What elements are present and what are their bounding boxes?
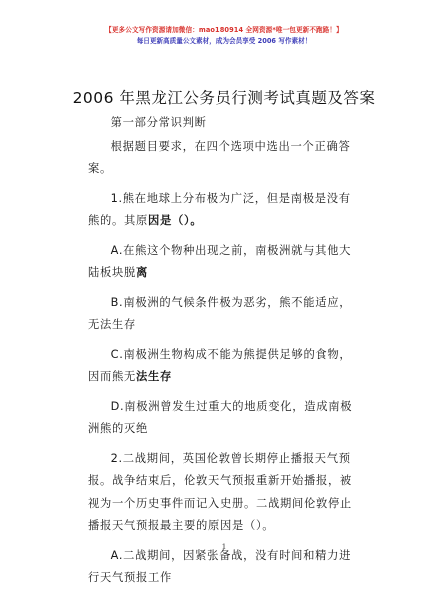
question-text-tail: 因是（）。	[148, 214, 203, 227]
option-b: B.南极洲的气候条件极为恶劣，熊不能适应，无法生存	[88, 295, 352, 331]
option-key: D	[110, 399, 120, 413]
option-text: 南极洲曾发生过重大的地质变化，造成南极洲熊的灭	[88, 399, 353, 435]
question-2: 2.二战期间，英国伦敦曾长期停止播报天气预报。战争结束后，伦敦天气预报重新开始播报，被视为一个历史事件而记入史册。二战期间伦敦停止播报天气预报最主要的原因是（）。	[88, 451, 352, 532]
option-text-tail: 离	[136, 266, 148, 279]
section-heading: 第一部分常识判断	[110, 116, 207, 129]
page-number: 1	[221, 542, 227, 551]
option-a: A.在熊这个物种出现之前，南极洲就与其他大陆板块脱离	[88, 243, 352, 279]
instruction-text: 根据题目要求，在四个选项中选出一个正确答案。	[88, 139, 351, 175]
option-text: 在熊这个物种出现之前，南极洲就与其他大陆板块脱	[88, 243, 352, 279]
option-text-tail: 报工作	[136, 571, 172, 584]
promo-banner-line2: 每日更新高质量公文素材，成为会员享受 2006 写作素材！	[136, 37, 312, 45]
option-text-tail: 法生存	[136, 370, 172, 383]
option-text: 南极洲的气候条件极为恶劣，熊不能适应，无法生存	[88, 295, 352, 331]
option-d: D.南极洲曾发生过重大的地质变化，造成南极洲熊的灭绝	[88, 399, 353, 435]
option-key: A	[110, 548, 119, 562]
question-number: 2	[110, 451, 119, 465]
option-c: C.南极洲生物构成不能为熊提供足够的食物，因而熊无法生存	[88, 347, 352, 383]
option-key: B	[110, 295, 120, 309]
document-body	[88, 112, 362, 590]
option-text: 南极洲生物构成不能为熊提供足够的食物，因而熊无	[88, 347, 352, 383]
option-text: 二战期间，因紧张备战，没有时间和精力进行天气预	[88, 548, 352, 584]
option-key: A	[110, 243, 119, 257]
promo-banner-line1: 【更多公文写作资源请加微信：mao180914 全网资源*唯一包更新不跑路！】	[105, 26, 343, 34]
question-1: 1.熊在地球上分布极为广泛，但是南极是没有熊的。其原因是（）。	[88, 191, 351, 227]
option-a: A.二战期间，因紧张备战，没有时间和精力进行天气预报工作	[88, 548, 352, 584]
promo-banner	[0, 26, 448, 46]
question-number: 1	[110, 191, 119, 205]
option-key: C	[110, 347, 120, 361]
question-text: 熊在地球上分布极为广泛，但是南极是没有熊的。其原	[88, 191, 351, 227]
document-title: 2006 年黑龙江公务员行测考试真题及答案	[72, 89, 376, 107]
question-text: 二战期间，英国伦敦曾长期停止播报天气预报。战争结束后，伦敦天气预报重新开始播报，被视为一个历史事件而记入史册。二战期间伦敦停止播报天气预报最主要的原因是（）。	[88, 451, 352, 532]
option-text-tail: 绝	[136, 422, 148, 435]
